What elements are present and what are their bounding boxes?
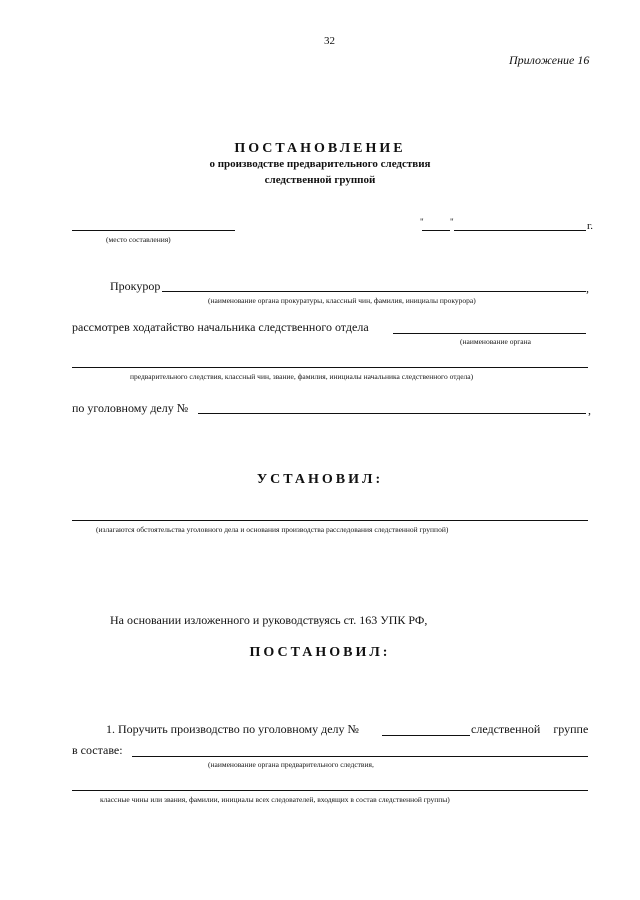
item1-composition-field-line-2: [72, 790, 588, 791]
case-trailing-comma: ,: [588, 403, 591, 417]
date-quote-open: ": [420, 217, 424, 227]
year-suffix: г.: [587, 220, 594, 232]
place-caption: (место составления): [106, 235, 171, 244]
prosecutor-label: Прокурор: [110, 279, 161, 293]
prosecutor-field-line: [162, 291, 586, 292]
month-year-field-line: [454, 230, 586, 231]
petition-caption-1: (наименование органа: [460, 337, 531, 346]
case-number-field-line: [198, 413, 586, 414]
petition-caption-2: предварительного следствия, классный чин, звание, фамилия, инициалы начальника следственного отдела): [130, 372, 474, 381]
item1-caption-1: (наименование органа предварительного следствия,: [208, 760, 374, 769]
petition-field-line: [393, 333, 586, 334]
decided-heading: ПОСТАНОВИЛ:: [249, 645, 391, 660]
item1-text-before: 1. Поручить производство по уголовному делу №: [106, 722, 359, 736]
item1-case-number-field-line: [382, 735, 470, 736]
place-field-line: [72, 230, 235, 231]
basis-text: На основании изложенного и руководствуясь ст. 163 УПК РФ,: [110, 613, 428, 627]
prosecutor-trailing-comma: ,: [586, 281, 589, 295]
document-subtitle-1: о производстве предварительного следствия: [209, 158, 431, 170]
case-label: по уголовному делу №: [72, 401, 189, 415]
circumstances-field-line: [72, 520, 588, 521]
petition-text: рассмотрев ходатайство начальника следственного отдела: [72, 320, 369, 334]
item1-composition-field-line: [132, 756, 588, 757]
item1-composition-label: в составе:: [72, 743, 123, 757]
item1-text-after: следственной группе: [471, 722, 589, 736]
document-title: ПОСТАНОВЛЕНИЕ: [234, 141, 406, 156]
date-quote-close: ": [450, 217, 454, 227]
item1-caption-2: классные чины или звания, фамилии, инициалы всех следователей, входящих в состав следственной группы): [100, 795, 450, 804]
established-heading: УСТАНОВИЛ:: [256, 472, 384, 487]
prosecutor-caption: (наименование органа прокуратуры, классный чин, фамилия, инициалы прокурора): [208, 296, 476, 305]
circumstances-caption: (излагаются обстоятельства уголовного дела и основания производства расследования следственной группой): [96, 525, 449, 534]
day-field-line: [422, 230, 450, 231]
petition-field-line-2: [72, 367, 588, 368]
document-subtitle-2: следственной группой: [264, 174, 376, 186]
appendix-label: Приложение 16: [509, 53, 590, 67]
page-number: 32: [324, 35, 335, 47]
